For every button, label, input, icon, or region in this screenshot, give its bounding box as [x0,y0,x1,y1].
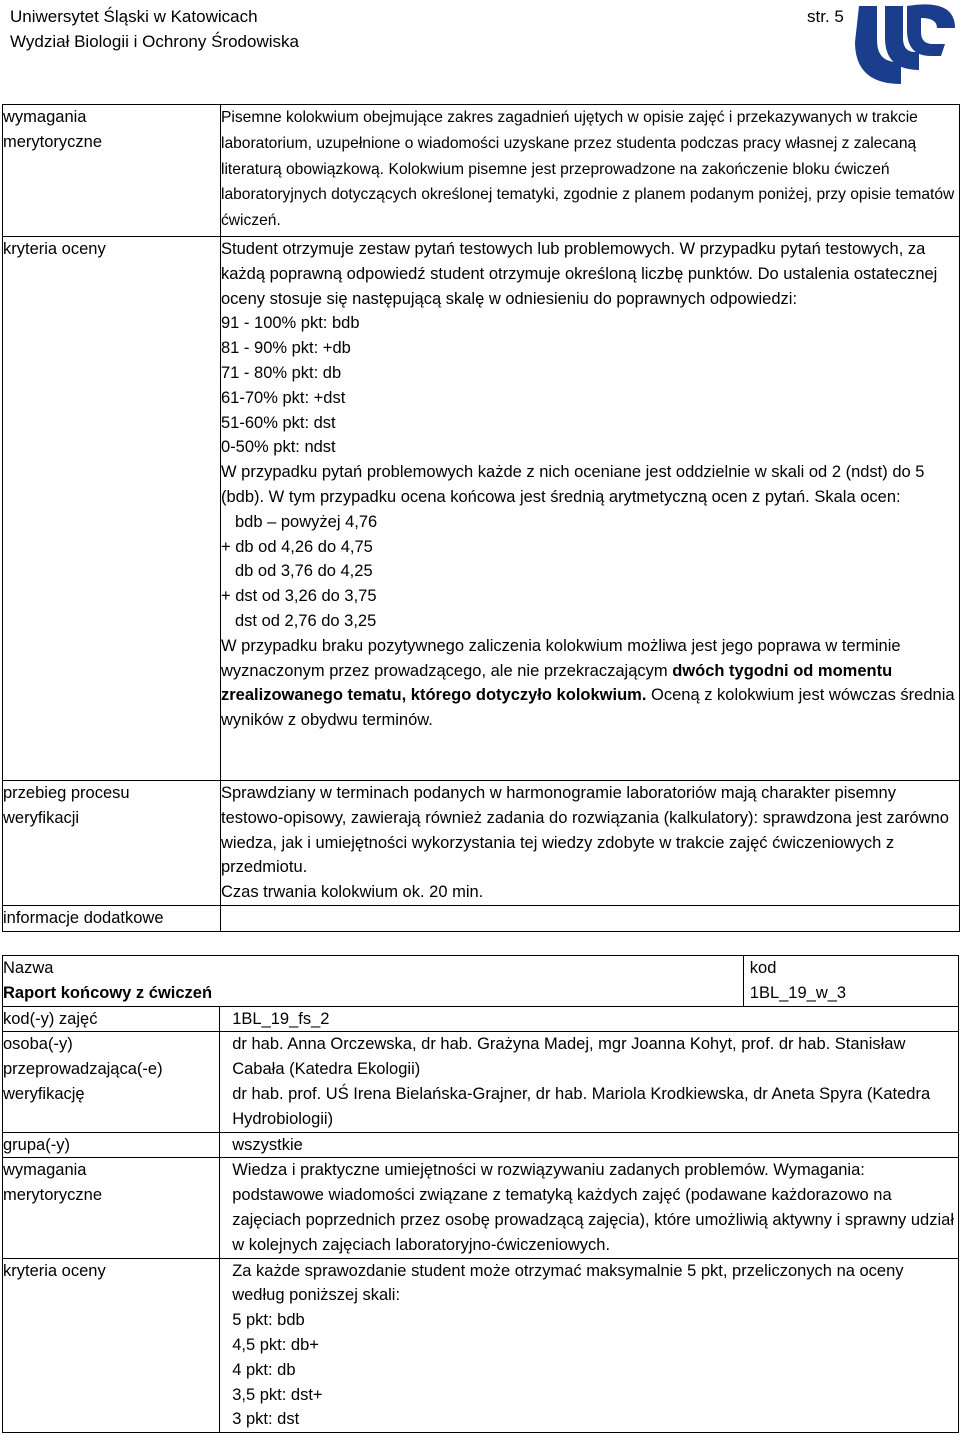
weryfikacje-label: weryfikację [3,1084,85,1103]
kryteria-cell [221,237,960,781]
scale-item: 4 pkt: db [232,1360,296,1379]
scale-item: 51-60% pkt: dst [221,413,336,432]
university-logo-icon [845,0,957,88]
poprawa-text [221,634,959,733]
kryteria-label: kryteria oceny [3,1261,106,1280]
poprawa-bold: dwóch tygodni od momentu zrealizowanego tematu, którego dotyczyło kolokwium. [221,661,893,705]
label-cell [3,1006,220,1032]
wymagania-cell [221,105,960,237]
table-row [3,237,960,781]
scale-item: 3 pkt: dst [232,1410,300,1429]
kod-value: 1BL_19_w_3 [749,983,847,1002]
kryteria-intro: Za każde sprawozdanie student może otrzymać maksymalnie 5 pkt, przeliczonych na oceny według poniższej skali: [232,1261,904,1305]
table-row [3,1132,959,1158]
university-name: Uniwersytet Śląski w Katowicach [10,7,258,26]
table-row [3,1258,959,1433]
table-row [3,906,960,932]
wymagania-label: wymagania [3,108,87,126]
nazwa-cell [3,956,744,1007]
poprawa-part-a: W przypadku braku pozytywnego zaliczenia kolokwium możliwa jest jego poprawa w terminie wyznaczonym przez prowadzącego, ale nie przekraczającym [221,636,901,680]
informacje-label: informacje dodatkowe [3,909,164,927]
przebieg-text: Sprawdziany w terminach podanych w harmonogramie laboratoriów mają charakter pisemny testowo-opisowy, zawierają również zadania do rozwiązania (kalkulatory): sprawdzona jest zarówno wiedza, jak i umiejętności wykorzystania tej wiedzy zdobyte w trakcie zajęć ćwiczeniowych z przedmiotu. [221,784,949,877]
label-cell [3,1158,220,1258]
kod-cell [743,956,958,1007]
table-row [3,1032,959,1132]
scale-item: 0-50% pkt: ndst [221,438,336,457]
wymagania-text: Pisemne kolokwium obejmujące zakres zagadnień ujętych w opisie zajęć i przekazywanych w trakcie laboratorium, uzupełnione o wiadomości uzyskane przez studenta podczas pracy własnej z zalecaną literaturą obowiązkową. [221,109,918,178]
kod-label: kod [749,959,777,977]
table-row [3,105,960,237]
label-cell [3,906,221,932]
scale-item: 61-70% pkt: +dst [221,388,346,407]
wymagania-cell [220,1158,959,1258]
osoba-value-1: dr hab. Anna Orczewska, dr hab. Grażyna Madej, mgr Joanna Kohyt, prof. dr hab. Stanisław Cabała (Katedra Ekologii) [232,1035,906,1079]
scale-item: 91 - 100% pkt: bdb [221,314,360,333]
osoba-label: osoba(-y) [3,1035,73,1054]
page-header [10,4,299,54]
label-cell [3,237,221,781]
kolokwium-text: Kolokwium pisemne jest przeprowadzone na zakończenie bloku ćwiczeń laboratoryjnych dotyczących określonej tematyki, zgodnie z planem podanym poniżej, przy opisie tematów ćwiczeń. [221,160,955,230]
table-row [3,1006,959,1032]
kryteria-cell [220,1258,959,1433]
table-row [3,781,960,906]
scale2-item: bdb – powyżej 4,76 [235,512,378,531]
scale2-item: + db od 4,26 do 4,75 [221,537,373,556]
wymagania-label: wymagania [3,1161,87,1180]
kod-zajec-label: kod(-y) zajęć [3,1009,98,1028]
table-row [3,1158,959,1258]
przebieg-label: przebieg procesu [3,784,130,802]
assessment-table-2 [2,955,959,1433]
label-cell [3,781,221,906]
osoba-value-2: dr hab. prof. UŚ Irena Bielańska-Grajner, dr hab. Mariola Krodkiewska, dr Aneta Spyra (Katedra Hydrobiologii) [232,1084,931,1128]
osoba-cell [220,1032,959,1132]
wymagania-value: Wiedza i praktyczne umiejętności w rozwiązywaniu zadanych problemów. Wymagania: podstawowe wiadomości związane z tematyką każdych zajęć (podawane każdorazowo na zajęciach poprzednich przez osobę prowadzącą zajęcia), które umożliwią aktywny i sprawny udział w kolejnych zajęciach laboratoryjno-ćwiczeniowych. [232,1161,954,1254]
weryfikacji-label: weryfikacji [3,808,80,827]
scale-item: 4,5 pkt: db+ [232,1335,319,1354]
nazwa-value: Raport końcowy z ćwiczeń [3,983,213,1002]
scale-item: 81 - 90% pkt: +db [221,339,351,358]
kryteria-intro: Student otrzymuje zestaw pytań testowych lub problemowych. W przypadku pytań testowych, za każdą poprawną odpowiedź student otrzymuje określoną liczbę punktów. Do ustalenia ostatecznej oceny stosuje się następującą skalę w odniesieniu do poprawnych odpowiedzi: [221,240,938,308]
label-cell [3,105,221,237]
assessment-table-1 [2,104,960,932]
scale-item: 5 pkt: bdb [232,1311,305,1330]
przebieg-cell [221,781,960,906]
merytoryczne-label: merytoryczne [3,132,103,151]
scale-item: 71 - 80% pkt: db [221,363,342,382]
czas-text: Czas trwania kolokwium ok. 20 min. [221,883,484,902]
label-cell [3,1132,220,1158]
merytoryczne-label: merytoryczne [3,1186,103,1205]
label-cell [3,1032,220,1132]
page-number: str. 5 [807,7,844,26]
poprawa-part-b: Oceną z kolokwium jest wówczas średnia wyników z obydwu terminów. [221,686,955,730]
scale2-item: db od 3,76 do 4,25 [235,562,373,581]
kod-zajec-cell [220,1006,959,1032]
grupa-value: wszystkie [232,1135,303,1154]
nazwa-label: Nazwa [3,959,54,977]
table-row [3,956,959,1007]
grupa-label: grupa(-y) [3,1135,70,1154]
przeprowadzajaca-label: przeprowadzająca(-e) [3,1060,163,1079]
scale2-item: dst od 2,76 do 3,25 [235,611,377,630]
scale-item: 3,5 pkt: dst+ [232,1385,323,1404]
kod-zajec-value: 1BL_19_fs_2 [232,1009,330,1028]
kryteria-label: kryteria oceny [3,240,106,258]
problem-text: W przypadku pytań problemowych każde z nich oceniane jest oddzielnie w skali od 2 (ndst) do 5 (bdb). W tym przypadku ocena końcowa jest średnią arytmetyczną ocen z pytań. Skala ocen: [221,463,925,506]
informacje-cell [221,906,960,932]
grupa-cell [220,1132,959,1158]
faculty-name: Wydział Biologii i Ochrony Środowiska [10,32,299,51]
scale2-item: + dst od 3,26 do 3,75 [221,587,377,606]
label-cell [3,1258,220,1433]
